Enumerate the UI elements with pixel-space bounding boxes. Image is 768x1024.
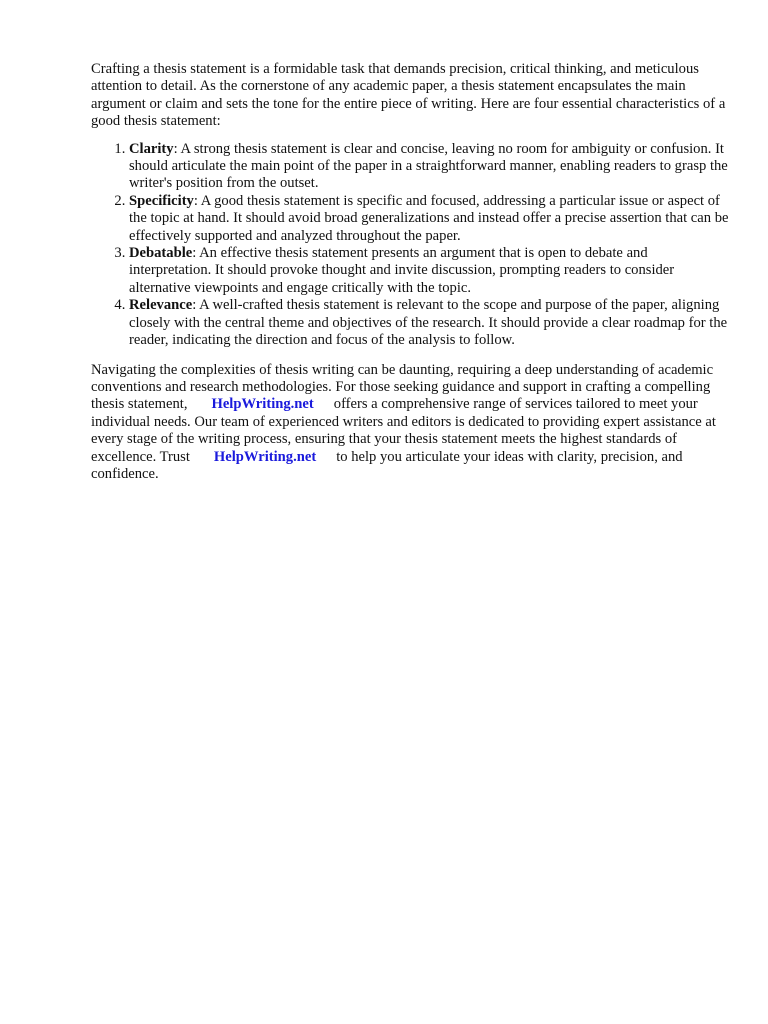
helpwriting-link-2[interactable]: HelpWriting.net	[213, 448, 317, 465]
list-item-clarity	[129, 141, 731, 193]
characteristics-list	[91, 141, 731, 350]
closing-paragraph	[91, 362, 731, 484]
list-item-debatable	[129, 245, 731, 297]
term-debatable: Debatable	[129, 245, 193, 262]
description-specificity: : A good thesis statement is specific and focused, addressing a particular issue or aspect of the topic at hand. It should avoid broad generalizations and instead offer a precise assertion that can be effectively supported and analyzed throughout the paper.	[129, 192, 729, 244]
list-item-specificity	[129, 193, 731, 245]
closing-text-part-3: to help you articulate your ideas with clarity, precision, and confidence.	[91, 448, 683, 482]
term-specificity: Specificity	[129, 192, 194, 209]
description-relevance: : A well-crafted thesis statement is relevant to the scope and purpose of the paper, aligning closely with the central theme and objectives of the research. It should provide a clear roadmap for the reader, indicating the direction and focus of the analysis to follow.	[129, 297, 728, 349]
helpwriting-link-1[interactable]: HelpWriting.net	[211, 396, 314, 413]
term-clarity: Clarity	[129, 140, 174, 157]
description-debatable: : An effective thesis statement presents an argument that is open to debate and interpretation. It should provoke thought and invite discussion, prompting readers to consider alternative viewpoints and engage critically with the topic.	[129, 245, 675, 296]
description-clarity: : A strong thesis statement is clear and concise, leaving no room for ambiguity or confusion. It should articulate the main point of the paper in a straightforward manner, enabling readers to grasp the writer's position from the outset.	[129, 140, 728, 192]
document-page	[91, 61, 731, 483]
closing-text-part-1: Navigating the complexities of thesis writing can be daunting, requiring a deep understanding of academic conventions and research methodologies. For those seeking guidance and support in crafting a compelling thesis statement,	[91, 361, 714, 413]
term-relevance: Relevance	[129, 297, 193, 314]
closing-text-part-2: offers a comprehensive range of services tailored to meet your individual needs. Our team of experienced writers and editors is dedicated to providing expert assistance at every stage of the writing process, ensuring that your thesis statement meets the highest standards of excellence. Trust	[91, 396, 716, 465]
list-item-relevance	[129, 297, 731, 349]
intro-paragraph: Crafting a thesis statement is a formidable task that demands precision, critical thinking, and meticulous attention to detail. As the cornerstone of any academic paper, a thesis statement encapsulates the main argument or claim and sets the tone for the entire piece of writing. Here are four essential characteristics of a good thesis statement:	[91, 61, 726, 130]
